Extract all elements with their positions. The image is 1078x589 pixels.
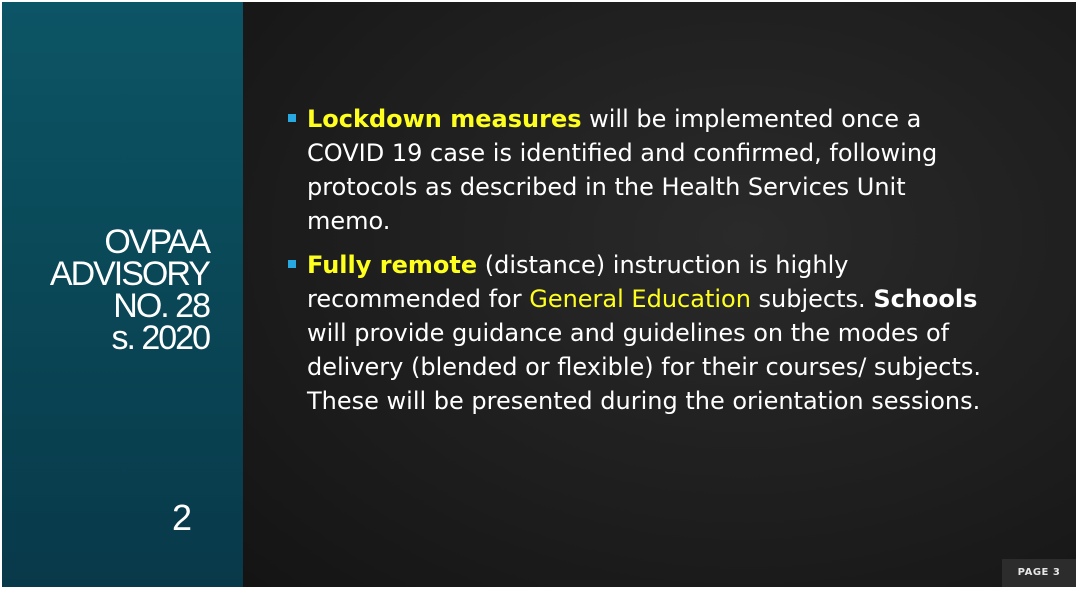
bullet-text: will be implemented once a COVID 19 case is identified and confirmed, following protocols as described in the Health Services Unit memo. [307,105,938,235]
presentation-slide [2,2,1076,587]
bullet-item-lockdown [286,102,986,238]
title-line: ADVISORY [49,255,209,293]
bullet-text: subjects. [750,285,874,313]
title-line: OVPAA [104,223,209,261]
title-line: s. 2020 [111,319,209,357]
title-line: NO. 28 [113,287,209,325]
bullet-highlight-secondary: General Education [529,285,751,313]
square-bullet-icon [288,114,296,122]
bullet-bold-text: Schools [873,285,978,313]
bullet-highlight: Lockdown measures [307,105,582,133]
slide-number: 2 [172,497,193,538]
bullet-list [286,102,986,428]
bullet-highlight: Fully remote [307,251,478,279]
page-number-badge: PAGE 3 [1002,559,1076,587]
sidebar-panel [2,2,243,587]
square-bullet-icon [288,260,296,268]
slide-title [9,223,209,357]
bullet-item-remote [286,248,986,418]
bullet-text: (distance) instruction is highly recommended for [307,251,849,313]
bullet-text: will provide guidance and guidelines on the modes of delivery (blended or flexible) for their courses/ subjects. These will be presented during the orientation sessions. [307,319,982,415]
